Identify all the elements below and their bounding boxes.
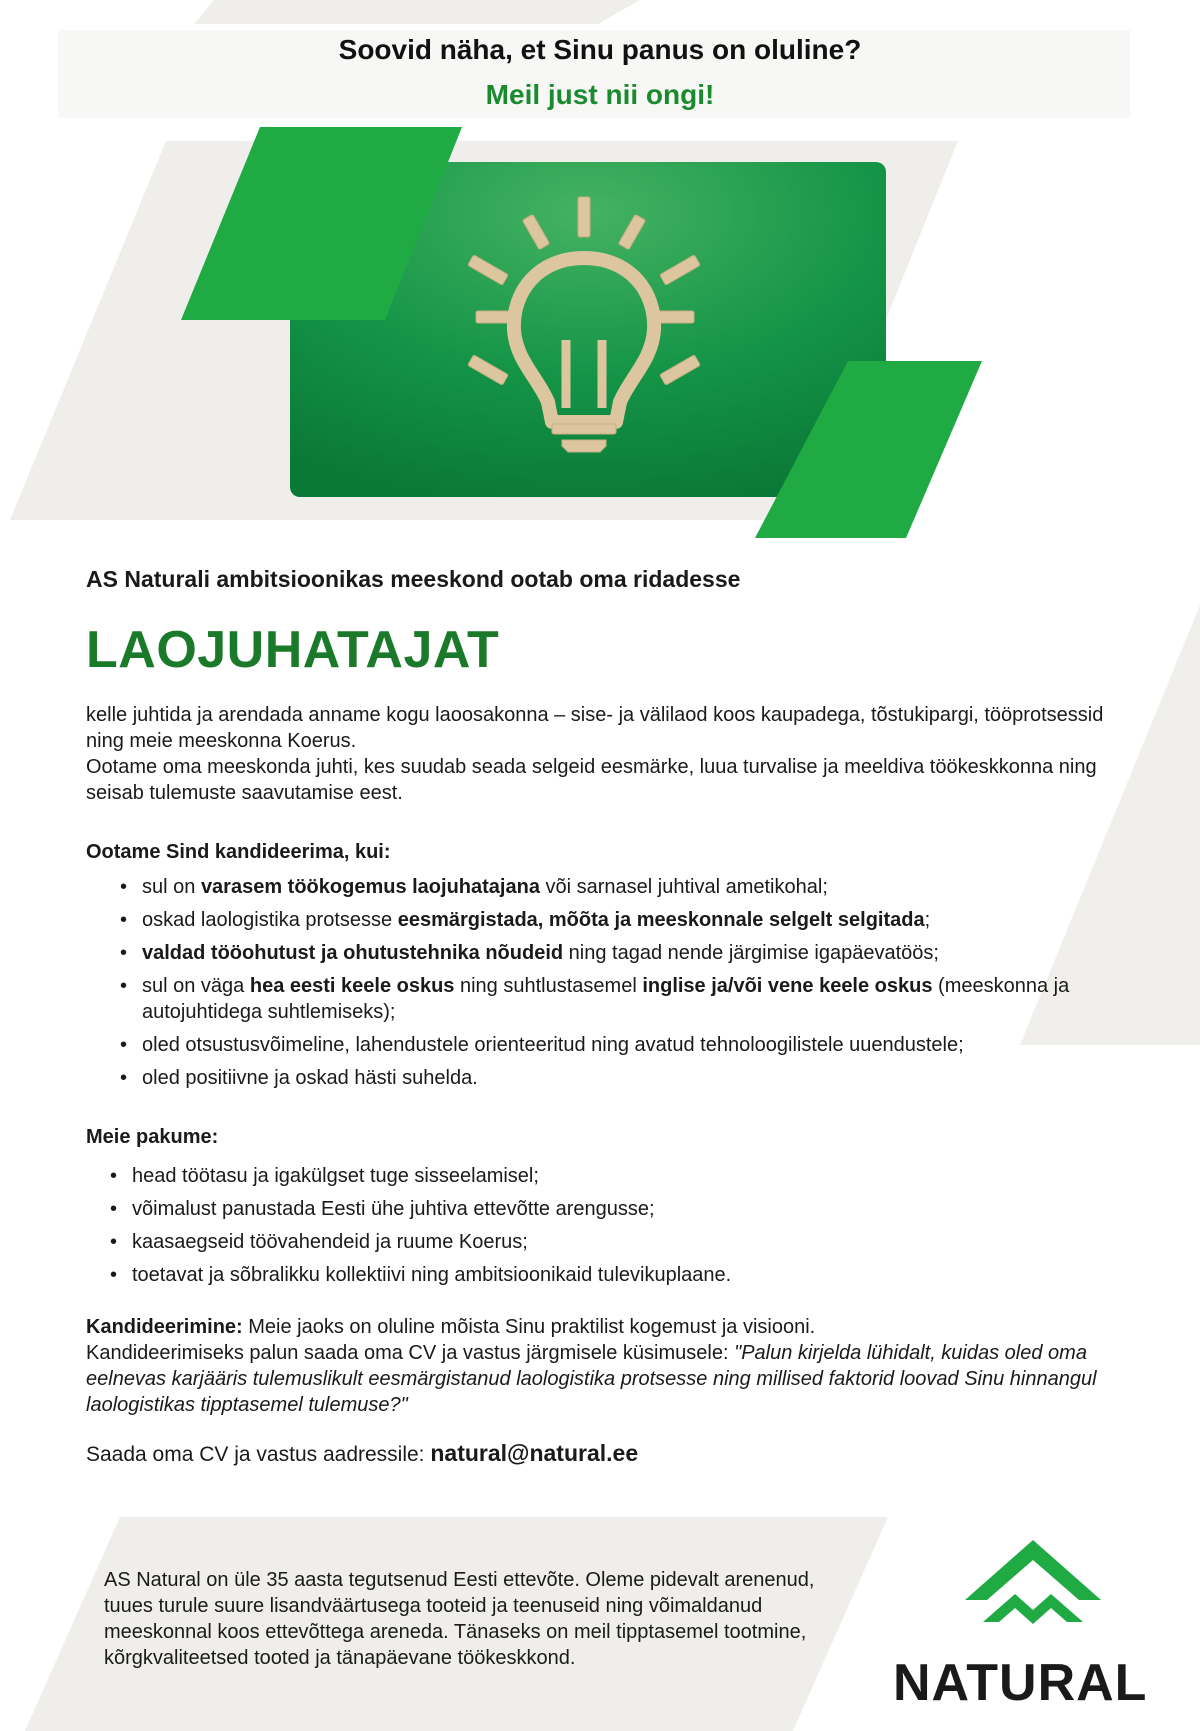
send-text: Saada oma CV ja vastus aadressile: — [86, 1443, 431, 1466]
requirement-item: • oled otsustusvõimeline, lahendustele orienteeritud ning avatud tehnoloogilistele uuendustele; — [142, 1032, 1116, 1058]
requirements-heading: Ootame Sind kandideerima, kui: — [86, 841, 391, 863]
job-description — [86, 702, 1116, 806]
requirement-item: • sul on väga hea eesti keele oskus ning suhtlustasemel inglise ja/või vene keele oskus (meeskonna ja autojuhtidega suhtlemiseks); — [142, 973, 1116, 1025]
requirement-item: • oskad laologistika protsesse eesmärgistada, mõõta ja meeskonnale selgelt selgitada; — [142, 907, 1116, 933]
candidacy-block — [86, 1314, 1116, 1418]
subheadline: Meil just nii ongi! — [485, 79, 715, 110]
email-link[interactable]: natural@natural.ee — [430, 1440, 639, 1466]
offer-item: • head töötasu ja igakülgset tuge sisseelamisel; — [132, 1163, 1116, 1189]
natural-logo-wordmark: NATURAL — [893, 1654, 1148, 1712]
requirement-item: • oled positiivne ja oskad hästi suhelda. — [142, 1065, 1116, 1091]
candidacy-label: Kandideerimine: — [86, 1316, 243, 1338]
candidacy-text: Meie jaoks on oluline mõista Sinu praktilist kogemust ja visiooni. — [242, 1316, 816, 1338]
requirements-list — [86, 874, 1116, 1098]
offer-item: • kaasaegseid töövahendeid ja ruume Koerus; — [132, 1229, 1116, 1255]
candidacy-question: "Palun kirjelda lühidalt, kuidas oled oma eelnevas karjääris tulemuslikult eesmärgistanud laologistika protsesse ning millised faktorid loovad Sinu hinnangul laologistikas tipptasemel tulemuse?" — [86, 1342, 1097, 1416]
requirement-item: • valdad tööohutust ja ohutustehnika nõudeid ning tagad nende järgimise igapäevatöös; — [142, 940, 1116, 966]
offer-item: • võimalust panustada Eesti ühe juhtiva ettevõtte arengusse; — [132, 1196, 1116, 1222]
offer-list — [86, 1163, 1116, 1295]
natural-logo-icon — [955, 1532, 1110, 1642]
description-paragraph: kelle juhtida ja arendada anname kogu laoosakonna – sise- ja välilaod koos kaupadega, tõstukipargi, tööprotsessid ning meie meeskonna Koerus. — [86, 704, 1104, 752]
description-paragraph: Ootame oma meeskonda juhti, kes suudab seada selgeid eesmärke, luua turvalise ja meeldiva töökeskkonna ning seisab tulemuste saavutamise eest. — [86, 756, 1097, 804]
candidacy-instruction: Kandideerimiseks palun saada oma CV ja vastus järgmisele küsimusele: — [86, 1342, 735, 1364]
headline: Soovid näha, et Sinu panus on oluline? — [338, 34, 862, 65]
offer-item: • toetavat ja sõbralikku kollektiivi ning ambitsioonikaid tulevikuplaane. — [132, 1262, 1116, 1288]
requirement-item: • sul on varasem töökogemus laojuhatajana või sarnasel juhtival ametikohal; — [142, 874, 1116, 900]
intro-line: AS Naturali ambitsioonikas meeskond ootab oma ridadesse — [86, 566, 741, 592]
job-title: LAOJUHATAJAT — [86, 621, 500, 679]
company-about: AS Natural on üle 35 aasta tegutsenud Eesti ettevõte. Oleme pidevalt arenenud, tuues turule suure lisandväärtusega tooteid ja teenuseid ning võimaldanud meeskonnal koos ettevõttega areneda. Tänaseks on meil tipptasemel tootmine, kõrgkvaliteetsed tooted ja tänapäevane töökeskkond. — [104, 1569, 815, 1669]
send-line — [86, 1440, 1116, 1468]
offer-heading: Meie pakume: — [86, 1126, 219, 1148]
